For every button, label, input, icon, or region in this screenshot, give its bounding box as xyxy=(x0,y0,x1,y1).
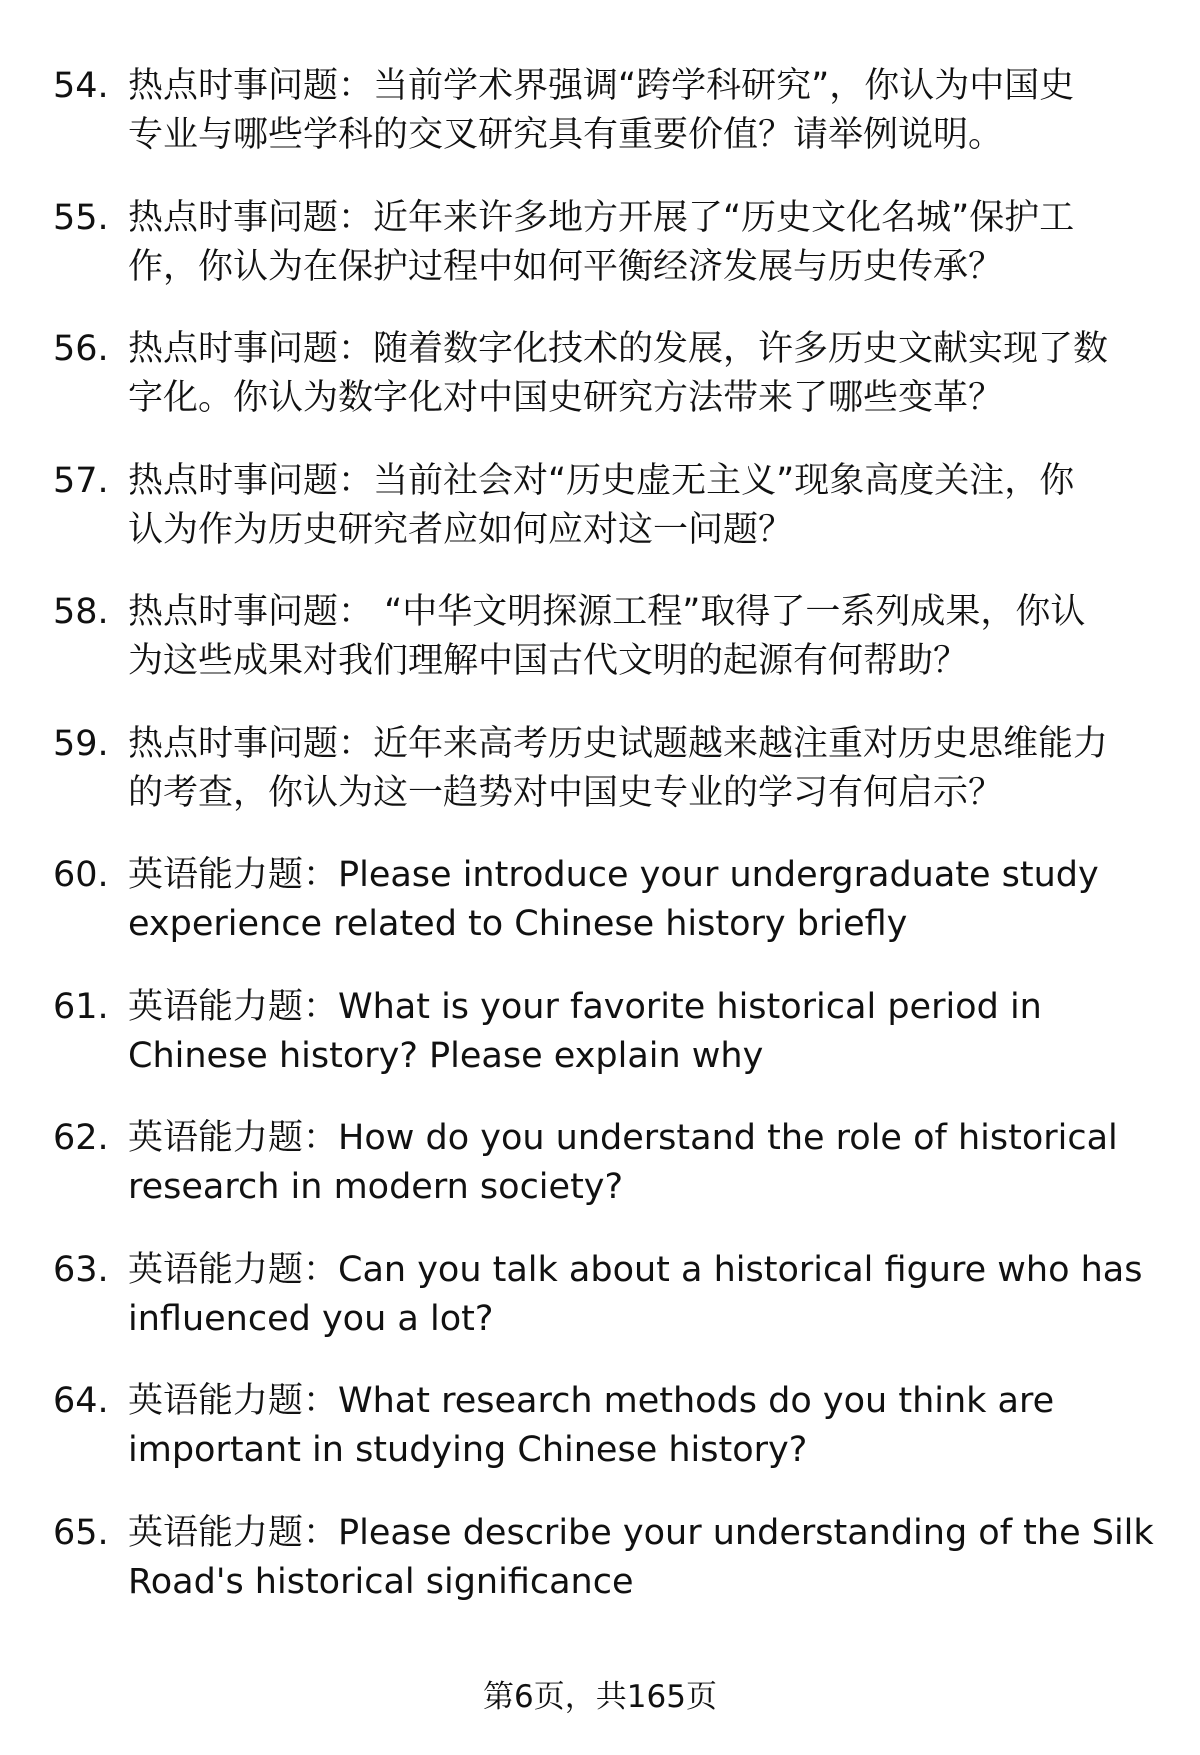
question-item xyxy=(0,1114,1200,1246)
question-text xyxy=(128,851,1178,949)
question-text xyxy=(128,194,1178,292)
question-text-line: 热点时事问题：当前社会对“历史虚无主义”现象高度关注，你 xyxy=(128,460,1075,501)
question-text-line: 英语能力题：Please introduce your undergraduate study xyxy=(128,855,1099,895)
question-item xyxy=(0,983,1200,1115)
question-item xyxy=(0,457,1200,589)
question-text-line: 热点时事问题：近年来许多地方开展了“历史文化名城”保护工 xyxy=(128,197,1075,238)
question-number: 60. xyxy=(53,855,109,895)
question-text-line: research in modern society? xyxy=(128,1167,624,1207)
question-text-line: 认为作为历史研究者应如何应对这一问题？ xyxy=(128,509,794,550)
question-text-line: 专业与哪些学科的交叉研究具有重要价值？请举例说明。 xyxy=(128,115,1004,155)
question-text-line: important in studying Chinese history? xyxy=(128,1430,808,1470)
question-text-line: 英语能力题：What research methods do you think are xyxy=(128,1381,1055,1421)
question-text-line: experience related to Chinese history briefly xyxy=(128,904,908,944)
question-text xyxy=(128,1246,1178,1344)
question-text-line: 热点时事问题： “中华文明探源工程”取得了一系列成果，你认 xyxy=(128,592,1086,632)
question-text xyxy=(128,457,1178,555)
question-number: 55. xyxy=(53,197,109,238)
question-text-line: 的考查，你认为这一趋势对中国史专业的学习有何启示？ xyxy=(128,772,1004,813)
page-footer: 第6页，共165页 xyxy=(483,1679,717,1715)
question-item xyxy=(0,588,1200,720)
question-number: 58. xyxy=(53,592,109,632)
question-number: 59. xyxy=(53,723,109,764)
question-number: 56. xyxy=(53,329,109,369)
question-text-line: 英语能力题：Can you talk about a historical figure who has xyxy=(128,1249,1143,1290)
question-text xyxy=(128,1114,1178,1212)
question-item xyxy=(0,851,1200,983)
question-text xyxy=(128,588,1178,686)
question-item xyxy=(0,1377,1200,1509)
question-number: 61. xyxy=(53,986,109,1027)
question-list xyxy=(0,62,1200,1640)
question-text xyxy=(128,720,1178,818)
question-text-line: 字化。你认为数字化对中国史研究方法带来了哪些变革？ xyxy=(128,378,1004,418)
question-number: 57. xyxy=(53,460,109,501)
question-text xyxy=(128,1377,1178,1475)
question-text-line: influenced you a lot? xyxy=(128,1298,494,1339)
question-text-line: 热点时事问题：当前学术界强调“跨学科研究”，你认为中国史 xyxy=(128,66,1075,106)
question-text-line: Chinese history? Please explain why xyxy=(128,1035,764,1076)
question-number: 62. xyxy=(53,1118,109,1158)
question-text xyxy=(128,1509,1178,1607)
question-number: 65. xyxy=(53,1512,109,1553)
question-item xyxy=(0,1246,1200,1378)
question-text-line: 英语能力题：How do you understand the role of historical xyxy=(128,1118,1118,1158)
question-text-line: 热点时事问题：近年来高考历史试题越来越注重对历史思维能力 xyxy=(128,723,1109,764)
question-item xyxy=(0,1509,1200,1641)
question-item xyxy=(0,720,1200,852)
question-text xyxy=(128,983,1178,1081)
question-text-line: Road's historical significance xyxy=(128,1561,634,1602)
question-text xyxy=(128,62,1178,160)
question-text-line: 为这些成果对我们理解中国古代文明的起源有何帮助？ xyxy=(128,641,969,681)
question-item xyxy=(0,325,1200,457)
question-text-line: 英语能力题：Please describe your understanding of the Silk xyxy=(128,1512,1154,1553)
question-number: 63. xyxy=(53,1249,109,1290)
question-text-line: 热点时事问题：随着数字化技术的发展，许多历史文献实现了数 xyxy=(128,329,1109,369)
question-text-line: 英语能力题：What is your favorite historical period in xyxy=(128,986,1042,1027)
question-item xyxy=(0,194,1200,326)
question-item xyxy=(0,62,1200,194)
question-number: 64. xyxy=(53,1381,109,1421)
question-text xyxy=(128,325,1178,423)
question-number: 54. xyxy=(53,66,109,106)
question-text-line: 作，你认为在保护过程中如何平衡经济发展与历史传承？ xyxy=(128,246,1004,287)
